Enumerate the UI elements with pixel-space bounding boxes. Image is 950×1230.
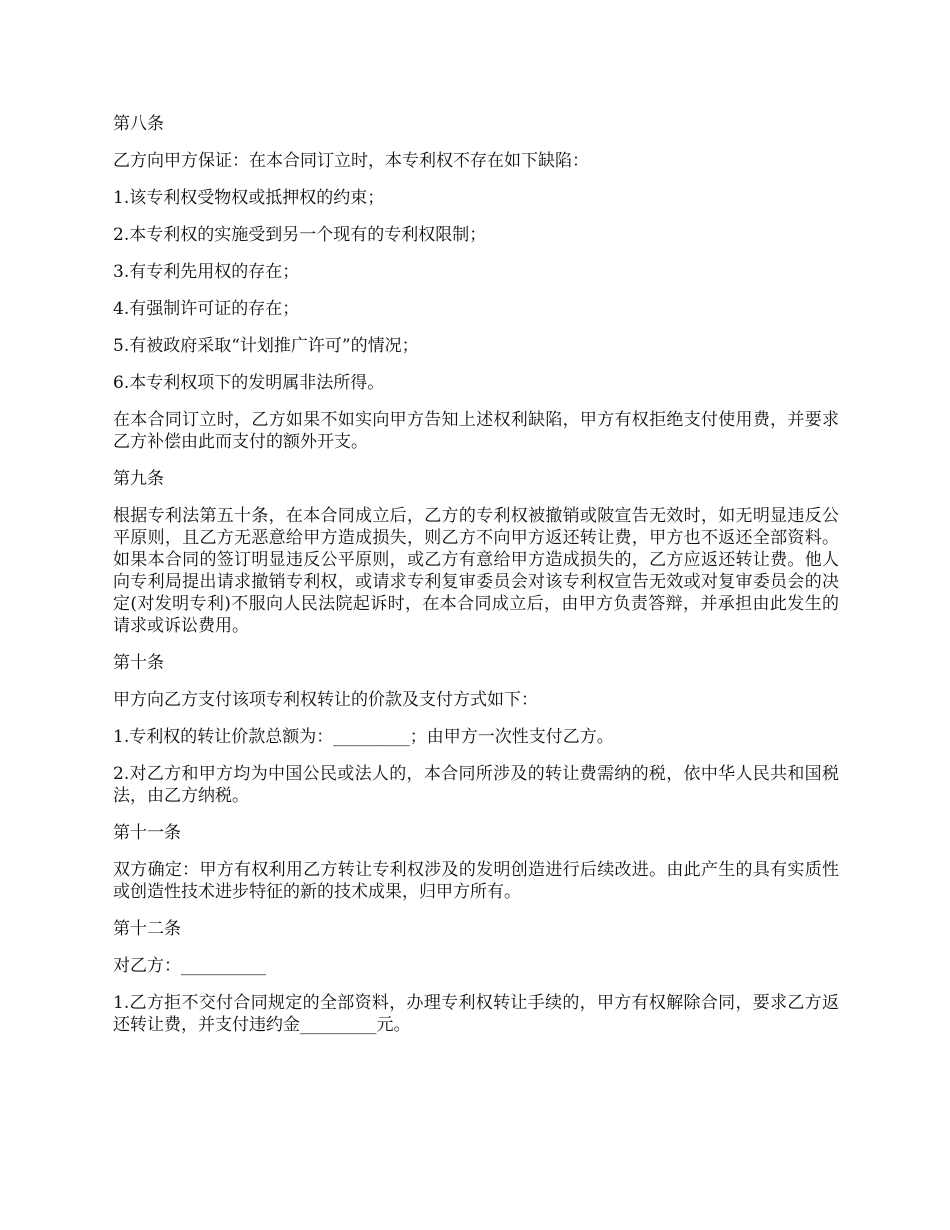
article-8-item-6: 6.本专利权项下的发明属非法所得。 [113, 373, 385, 393]
article-8-item-2: 2.本专利权的实施受到另一个现有的专利权限制； [113, 225, 487, 245]
article-12-party-b: 对乙方：__________ [113, 956, 266, 976]
article-8-item-4: 4.有强制许可证的存在； [113, 299, 300, 319]
article-12-heading: 第十二条 [113, 919, 181, 939]
article-8-item-5: 5.有被政府采取“计划推广许可”的情况； [113, 336, 419, 356]
document-body [113, 113, 839, 1051]
article-10-item-2: 2.对乙方和甲方均为中国公民或法人的，本合同所涉及的转让费需纳的税，依中华人民共和国税法，由乙方纳税。 [113, 764, 839, 806]
article-10-intro: 甲方向乙方支付该项专利权转让的价款及支付方式如下： [113, 690, 538, 710]
article-12-item-1: 1.乙方拒不交付合同规定的全部资料，办理专利权转让手续的，甲方有权解除合同，要求乙方返还转让费，并支付违约金_________元。 [113, 993, 839, 1035]
article-8-closing: 在本合同订立时，乙方如果不如实向甲方告知上述权利缺陷，甲方有权拒绝支付使用费，并要求乙方补偿由此而支付的额外开支。 [113, 410, 839, 452]
article-9-heading: 第九条 [113, 469, 164, 489]
article-10-heading: 第十条 [113, 653, 164, 673]
article-9-body: 根据专利法第五十条，在本合同成立后，乙方的专利权被撤销或陂宣告无效时，如无明显违反公平原则，且乙方无恶意给甲方造成损失，则乙方不向甲方返还转让费，甲方也不返还全部资料。如果本合同的签订明显违反公平原则，或乙方有意给甲方造成损失的，乙方应返还转让费。他人向专利局提出请求撤销专利权，或请求专利复审委员会对该专利权宣告无效或对复审委员会的决定(对发明专利)不服向人民法院起诉时，在本合同成立后，由甲方负责答辩，并承担由此发生的请求或诉讼费用。 [113, 506, 839, 636]
article-8-item-1: 1.该专利权受物权或抵押权的约束； [113, 188, 385, 208]
article-10-item-1: 1.专利权的转让价款总额为：_________；由甲方一次性支付乙方。 [113, 727, 614, 747]
article-8-heading: 第八条 [113, 114, 164, 134]
article-11-heading: 第十一条 [113, 823, 181, 843]
article-8-item-3: 3.有专利先用权的存在； [113, 262, 300, 282]
article-11-body: 双方确定：甲方有权利用乙方转让专利权涉及的发明创造进行后续改进。由此产生的具有实质性或创造性技术进步特征的新的技术成果，归甲方所有。 [113, 860, 839, 902]
article-8-intro: 乙方向甲方保证：在本合同订立时，本专利权不存在如下缺陷： [113, 151, 589, 171]
